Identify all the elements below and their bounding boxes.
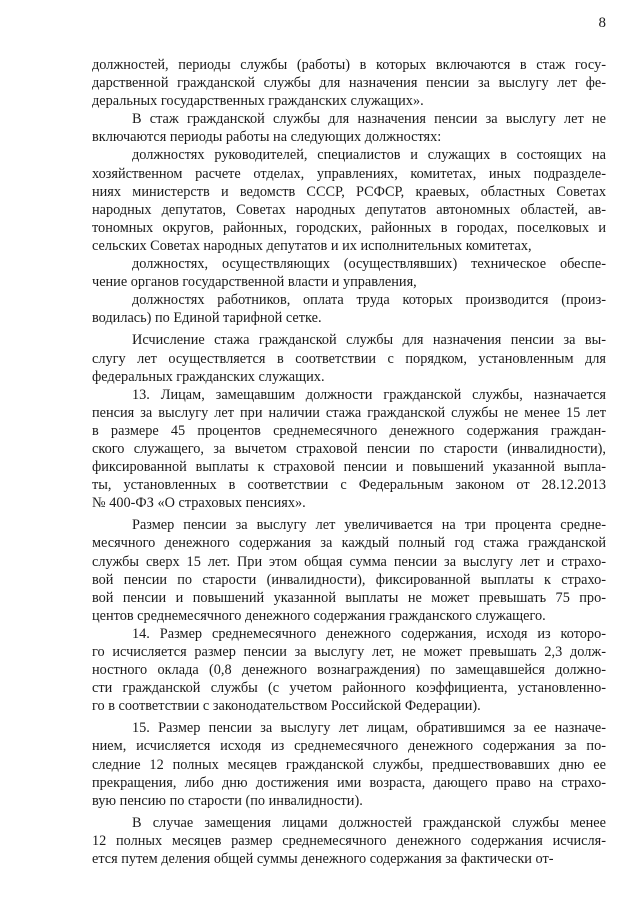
text-line: № 400-ФЗ «О страховых пенсиях». bbox=[92, 495, 306, 512]
text-line: В стаж гражданской службы для назначения пенсии за выслугу лет не bbox=[132, 111, 606, 128]
text-line: 13. Лицам, замещавшим должности гражданской службы, назначается bbox=[132, 386, 606, 403]
text-line: включаются периоды работы на следующих должностях: bbox=[92, 129, 442, 146]
text-line: тономных округов, районных, городских, районных в городах, поселковых и bbox=[92, 219, 606, 236]
text-line: сельских Советах народных депутатов и их исполнительных комитетах, bbox=[92, 237, 532, 254]
text-line: нием, исчисляется исходя из среднемесячного денежного содержания за по- bbox=[92, 738, 606, 755]
text-line: ностного оклада (0,8 денежного вознаграждения) по замещавшейся должно- bbox=[92, 662, 606, 679]
text-line: В случае замещения лицами должностей гражданской службы менее bbox=[132, 814, 606, 831]
text-line: федеральных гражданских служащих. bbox=[92, 368, 325, 385]
text-line: водилась) по Единой тарифной сетке. bbox=[92, 310, 322, 327]
paragraph bbox=[92, 146, 606, 255]
text-line: сти гражданской службы (с учетом районного коэффициента, установленно- bbox=[92, 680, 606, 697]
document-body bbox=[92, 56, 606, 868]
paragraph bbox=[92, 110, 606, 146]
text-line: го исчисляется размер пенсии за выслугу лет, не может превышать 2,3 долж- bbox=[92, 644, 606, 660]
text-line: го в соответствии с законодательством Российской Федерации). bbox=[92, 698, 481, 715]
text-line: вой пенсии по старости (инвалидности), фиксированной выплаты к страхо- bbox=[92, 571, 606, 588]
text-line: ется путем деления общей суммы денежного содержания за фактически от- bbox=[92, 851, 554, 868]
text-line: фиксированной выплаты к страховой пенсии и повышений указанной выпла- bbox=[92, 459, 606, 476]
text-line: ского служащего, за вычетом страховой пенсии по старости (инвалидности), bbox=[92, 440, 606, 457]
page-number: 8 bbox=[598, 15, 606, 31]
paragraph bbox=[92, 56, 606, 110]
text-line: центов среднемесячного денежного содержания гражданского служащего. bbox=[92, 607, 546, 624]
paragraph bbox=[92, 291, 606, 327]
text-line: должностях руководителей, специалистов и служащих в состоящих на bbox=[132, 147, 606, 164]
text-line: должностях работников, оплата труда которых производится (произ- bbox=[132, 292, 606, 309]
text-line: прекращения, либо дню достижения ими возраста, дающего право на страхо- bbox=[92, 774, 606, 791]
text-line: следние 12 полных месяцев гражданской службы, предшествовавших дню ее bbox=[92, 756, 606, 773]
text-line: службы сверх 15 лет. При этом общая сумма пенсии за выслугу лет и страхо- bbox=[92, 553, 606, 570]
text-line: деральных государственных гражданских служащих». bbox=[92, 93, 424, 110]
paragraph bbox=[92, 516, 606, 625]
text-line: должностей, периоды службы (работы) в которых включаются в стаж госу- bbox=[92, 57, 606, 73]
text-line: должностях, осуществляющих (осуществлявших) техническое обеспе- bbox=[132, 256, 606, 273]
text-line: слугу лет осуществляется в соответствии с порядком, установленным для bbox=[92, 350, 606, 367]
text-line: хозяйственном расчете отделах, управлениях, комитетах, иных подразделе- bbox=[92, 165, 606, 182]
text-line: вую пенсию по старости (по инвалидности). bbox=[92, 792, 363, 809]
text-line: ниях министерств и ведомств СССР, РСФСР, краевых, областных Советах bbox=[92, 183, 606, 200]
paragraph bbox=[92, 331, 606, 385]
text-line: 14. Размер среднемесячного денежного содержания, исходя из которо- bbox=[132, 625, 606, 642]
text-line: в размере 45 процентов среднемесячного денежного содержания граждан- bbox=[92, 422, 606, 439]
text-line: Размер пенсии за выслугу лет увеличивается на три процента средне- bbox=[132, 517, 606, 534]
text-line: пенсия за выслугу лет при наличии стажа гражданской службы не менее 15 лет bbox=[92, 404, 606, 421]
paragraph bbox=[92, 625, 606, 715]
text-line: 15. Размер пенсии за выслугу лет лицам, обратившимся за ее назначе- bbox=[132, 720, 606, 737]
text-line: народных депутатов, Советах народных депутатов автономных областей, ав- bbox=[92, 201, 606, 218]
paragraph bbox=[92, 255, 606, 291]
text-line: месячного денежного содержания за каждый полный год стажа гражданской bbox=[92, 535, 606, 552]
text-line: 12 полных месяцев размер среднемесячного денежного содержания исчисля- bbox=[92, 832, 606, 849]
paragraph bbox=[92, 814, 606, 868]
text-line: чение органов государственной власти и управления, bbox=[92, 274, 417, 291]
text-line: вой пенсии и повышений указанной выплаты не может превышать 75 про- bbox=[92, 589, 606, 606]
text-line: дарственной гражданской службы для назначения пенсии за выслугу лет фе- bbox=[92, 75, 606, 92]
text-line: ты, установленных в соответствии с Федеральным законом от 28.12.2013 bbox=[92, 477, 606, 494]
text-line: Исчисление стажа гражданской службы для назначения пенсии за вы- bbox=[132, 332, 606, 349]
paragraph bbox=[92, 719, 606, 809]
paragraph bbox=[92, 386, 606, 513]
